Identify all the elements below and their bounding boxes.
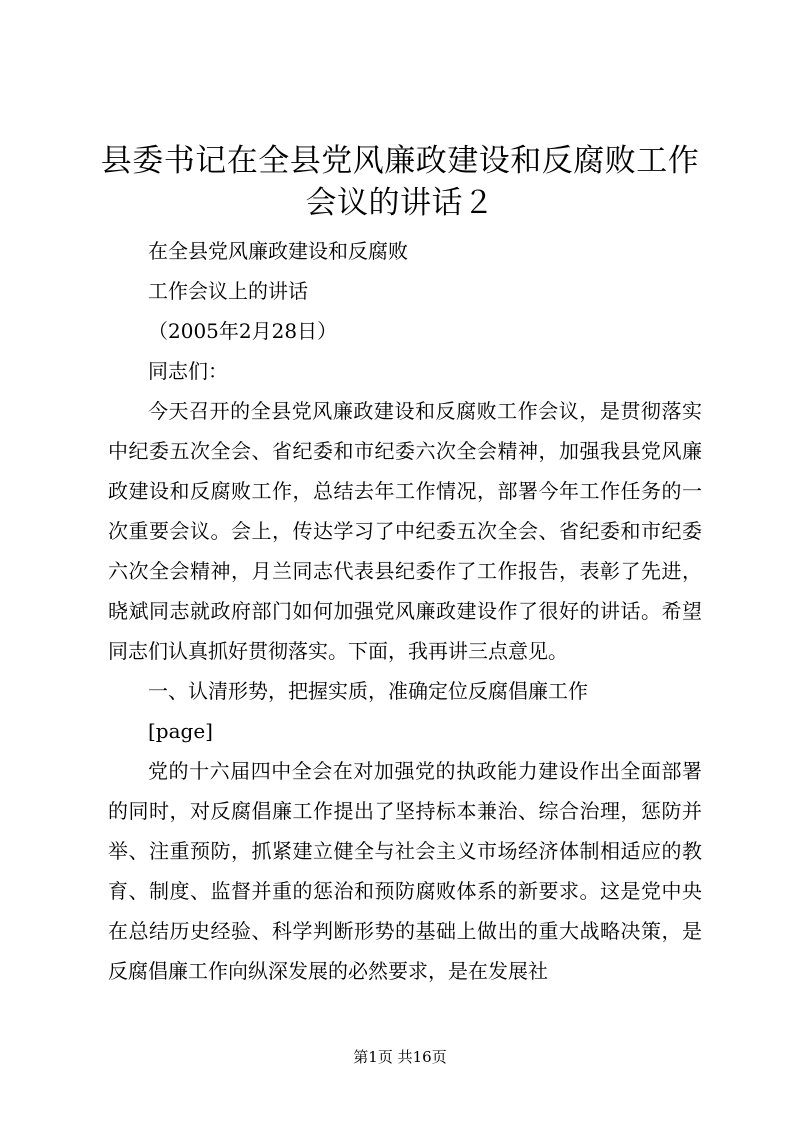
date-line: （2005年2月28日） (148, 319, 338, 343)
page-footer: 第1页 共16页 (353, 1048, 447, 1066)
document-title: 县委书记在全县党风廉政建设和反腐败工作会议的讲话２ (100, 143, 700, 221)
paragraph-section-1: 党的十六届四中全会在对加强党的执政能力建设作出全面部署的同时，对反腐倡廉工作提出了坚持标本兼治、综合治理，惩防并举、注重预防，抓紧建立健全与社会主义市场经济体制相适应的教育、制度、监督并重的惩治和预防腐败体系的新要求。这是党中央在总结历史经验、科学判断形势的基础上做出的重大战略决策，是反腐倡廉工作向纵深发展的必然要求，是在发展社 (108, 759, 702, 983)
paragraph-intro: 今天召开的全县党风廉政建设和反腐败工作会议，是贯彻落实中纪委五次全会、省纪委和市纪委六次全会精神，加强我县党风廉政建设和反腐败工作，总结去年工作情况，部署今年工作任务的一次重要会议。会上，传达学习了中纪委五次全会、省纪委和市纪委六次全会精神，月兰同志代表县纪委作了工作报告，表彰了先进，晓斌同志就政府部门如何加强党风廉政建设作了很好的讲话。希望同志们认真抓好贯彻落实。下面，我再讲三点意见。 (108, 399, 702, 663)
document-body (108, 231, 702, 991)
subtitle-line-1: 在全县党风廉政建设和反腐败 (148, 239, 408, 263)
page-marker: [page] (148, 719, 213, 743)
subtitle-line-2: 工作会议上的讲话 (148, 279, 308, 303)
section-heading-1: 一、认清形势，把握实质，准确定位反腐倡廉工作 (148, 679, 588, 703)
salutation: 同志们： (148, 359, 228, 383)
